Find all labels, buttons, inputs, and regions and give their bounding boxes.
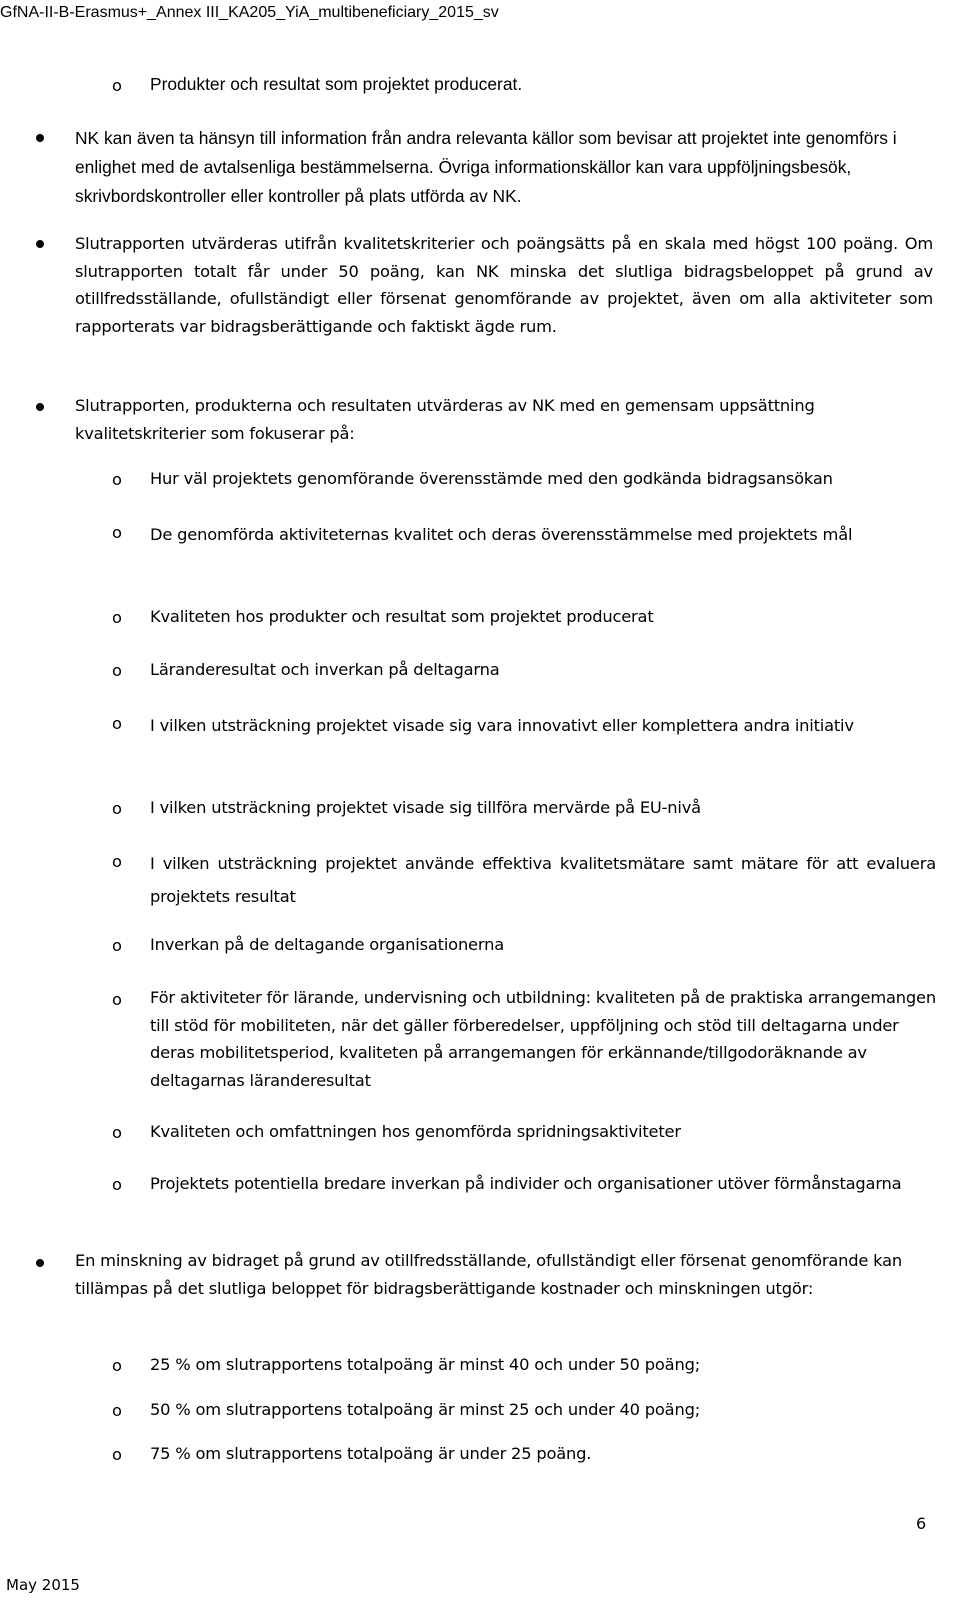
sub-bullet-marker: o [112,661,122,680]
sub-bullet-marker: o [112,936,122,955]
bullet-nk-sources: NK kan även ta hänsyn till information från andra relevanta källor som bevisar att projektet inte genomförs i enlighet med de avtalsenliga bestämmelserna. Övriga informationskällor kan vara uppföljningsbesök, skrivbordskontroller eller kontroller på plats utförda av NK. [75,128,897,206]
bullet-criteria-intro: Slutrapporten, produkterna och resultaten utvärderas av NK med en gemensam uppsättning kvalitetskriterier som fokuserar på: [75,396,815,443]
criteria-item: Kvaliteten hos produkter och resultat som projektet producerat [150,607,654,626]
criteria-item: Kvaliteten och omfattningen hos genomförda spridningsaktiviteter [150,1122,681,1141]
sub-bullet-marker: o [112,1123,122,1142]
footer-date: May 2015 [6,1576,80,1594]
sub-bullet-marker: o [112,76,122,95]
top-sub-item-text: Produkter och resultat som projektet producerat. [150,74,523,94]
sub-bullet-marker: o [112,1401,122,1420]
criteria-item: De genomförda aktiviteternas kvalitet och deras överensstämmelse med projektets mål [150,525,853,544]
reduction-item: 75 % om slutrapportens totalpoäng är under 25 poäng. [150,1444,592,1463]
criteria-item: Läranderesultat och inverkan på deltagarna [150,660,500,679]
bullet-reduction-intro: En minskning av bidraget på grund av otillfredsställande, ofullständigt eller försenat genomförande kan tillämpas på det slutliga beloppet för bidragsberättigande kostnader och minskningen utgör: [75,1251,902,1298]
page-number: 6 [916,1514,927,1533]
criteria-item: Projektets potentiella bredare inverkan på individer och organisationer utöver förmånstagarna [150,1174,902,1193]
sub-bullet-marker: o [112,714,122,733]
sub-bullet-marker: o [112,852,122,871]
reduction-item: 50 % om slutrapportens totalpoäng är minst 25 och under 40 poäng; [150,1400,700,1419]
criteria-item: Inverkan på de deltagande organisationerna [150,935,504,954]
sub-bullet-marker: o [112,470,122,489]
sub-bullet-marker: o [112,799,122,818]
sub-bullet-marker: o [112,523,122,542]
bullet-dot [36,1259,44,1267]
bullet-dot [36,240,44,248]
document-header: GfNA-II-B-Erasmus+_Annex III_KA205_YiA_multibeneficiary_2015_sv [0,4,499,21]
criteria-item: I vilken utsträckning projektet använde effektiva kvalitetsmätare samt mätare för att evaluera projektets resultat [150,854,936,906]
sub-bullet-marker: o [112,608,122,627]
criteria-item: Hur väl projektets genomförande överensstämde med den godkända bidragsansökan [150,469,833,488]
sub-bullet-marker: o [112,1175,122,1194]
reduction-item: 25 % om slutrapportens totalpoäng är minst 40 och under 50 poäng; [150,1355,700,1374]
bullet-final-report: Slutrapporten utvärderas utifrån kvalitetskriterier och poängsätts på en skala med högst 100 poäng. Om slutrapporten totalt får under 50 poäng, kan NK minska det slutliga bidragsbeloppet på grund av otillfredsställande, ofullständigt eller försenat genomförande av projektet, även om alla aktiviteter som rapporterats var bidragsberättigande och faktiskt ägde rum. [75,234,933,336]
sub-bullet-marker: o [112,990,122,1009]
sub-bullet-marker: o [112,1356,122,1375]
sub-bullet-marker: o [112,1445,122,1464]
bullet-dot [36,134,44,142]
criteria-item: För aktiviteter för lärande, undervisning och utbildning: kvaliteten på de praktiska arrangemangen till stöd för mobiliteten, när det gäller förberedelser, uppföljning och stöd till deltagarna under deras mobilitetsperiod, kvaliteten på arrangemangen för erkännande/tillgodoräknande av deltagarnas läranderesultat [150,988,936,1090]
criteria-item: I vilken utsträckning projektet visade sig tillföra mervärde på EU-nivå [150,798,701,817]
criteria-item: I vilken utsträckning projektet visade sig vara innovativt eller komplettera andra initiativ [150,716,854,735]
bullet-dot [36,403,44,411]
